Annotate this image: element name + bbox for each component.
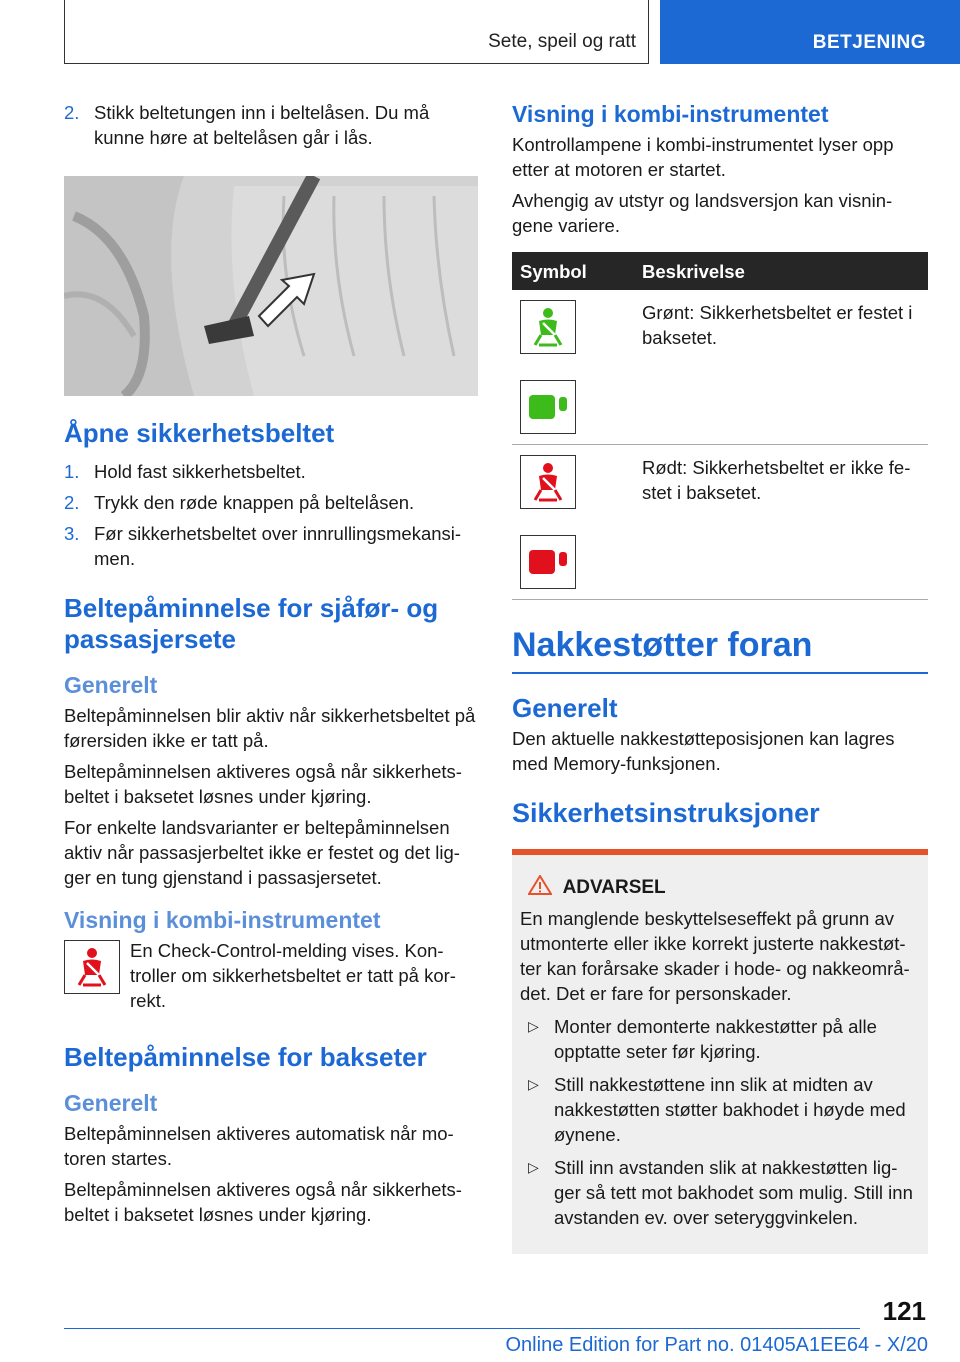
warning-text: En manglende beskyttelseseffekt på grunn av utmonterte eller ikke korrekt justerte nakkestøt‐ter kan forårsake skader i hode- og nakkeområ‐det. Det er fare for personskader.	[520, 908, 910, 1004]
rear-seat-red-icon	[520, 535, 576, 589]
subheading-general: Generelt	[512, 693, 618, 723]
seatbelt-warning-icon	[64, 940, 120, 994]
subheading-display: Visning i kombi-instrumentet	[64, 907, 381, 933]
subheading-general: Generelt	[64, 672, 158, 698]
paragraph: Beltepåminnelsen aktiveres også når sikkerhets‐beltet i baksetet løsnes under kjøring.	[64, 761, 462, 807]
bullet-triangle-icon: ▷	[528, 1076, 539, 1092]
warning-title: ADVARSEL	[562, 877, 666, 898]
section-heading-open-belt: Åpne sikkerhetsbeltet	[64, 418, 335, 448]
section-heading-safety: Sikkerhetsinstruksjoner	[512, 798, 820, 828]
symbol-table	[512, 252, 928, 600]
check-control-text: En Check-Control-melding vises. Kon‐troller om sikkerhetsbeltet er tatt på kor‐rekt.	[130, 940, 456, 1011]
footer-edition: Online Edition for Part no. 01405A1EE64 - X/20	[505, 1334, 928, 1356]
chapter-title: BETJENING	[812, 32, 926, 53]
list-number: 1.	[64, 461, 80, 482]
list-text: Stikk beltetungen inn i beltelåsen. Du må kunne høre at beltelåsen går i lås.	[94, 102, 430, 148]
warning-bullet	[520, 1072, 920, 1147]
paragraph: Beltepåminnelsen aktiveres også når sikkerhets‐beltet i baksetet løsnes under kjøring.	[64, 1179, 462, 1225]
paragraph: Avhengig av utstyr og landsversjon kan visnin‐gene variere.	[512, 190, 893, 236]
table-header-row	[512, 252, 928, 290]
list-item	[64, 521, 476, 571]
table-cell-description: Rødt: Sikkerhetsbeltet er ikke fe‐stet i baksetet.	[634, 445, 928, 600]
paragraph: Kontrollampene i kombi-instrumentet lyser opp etter at motoren er startet.	[512, 134, 894, 180]
warning-bullet	[520, 1014, 920, 1064]
table-header-description: Beskrivelse	[634, 252, 928, 290]
paragraph: Beltepåminnelsen blir aktiv når sikkerhetsbeltet på førersiden ikke er tatt på.	[64, 705, 476, 751]
list-number: 3.	[64, 523, 80, 544]
section-heading-reminder-rear: Beltepåminnelse for bakseter	[64, 1042, 427, 1072]
warning-triangle-icon	[528, 877, 557, 898]
table-row	[512, 445, 928, 600]
warning-box	[512, 849, 928, 1254]
seatbelt-green-icon	[520, 300, 576, 354]
table-header-symbol: Symbol	[512, 252, 634, 290]
right-column	[512, 100, 928, 1254]
warning-title-row	[520, 875, 920, 900]
check-control-row	[64, 938, 476, 1020]
list-item	[64, 459, 476, 484]
chapter-heading-headrests: Nakkestøtter foran	[512, 624, 928, 674]
paragraph: For enkelte landsvarianter er beltepåminnelsen aktiv når passasjerbeltet ikke er festet og det lig‐ger en tung gjenstand i passasjersetet.	[64, 817, 460, 888]
list-text: Trykk den røde knappen på beltelåsen.	[94, 492, 415, 513]
warning-bullet	[520, 1155, 920, 1230]
paragraph: Beltepåminnelsen aktiveres automatisk når mo‐toren startes.	[64, 1123, 454, 1169]
bullet-text: Still inn avstanden slik at nakkestøtten lig‐ger så tett mot bakhodet som mulig. Still inn avstanden ev. over seteryggvinkelen.	[554, 1157, 913, 1228]
section-title: Sete, speil og ratt	[488, 31, 636, 52]
list-text: Før sikkerhetsbeltet over innrullingsmekansi‐men.	[94, 523, 462, 569]
bullet-text: Monter demonterte nakkestøtter på alle opptatte seter før kjøring.	[554, 1016, 877, 1062]
seat-belt-photo	[64, 176, 478, 396]
left-column	[64, 100, 476, 1233]
rear-seat-green-icon	[520, 380, 576, 434]
subheading-general: Generelt	[64, 1090, 158, 1116]
list-text: Hold fast sikkerhetsbeltet.	[94, 461, 306, 482]
list-item	[64, 100, 476, 150]
bullet-text: Still nakkestøttene inn slik at midten av nakkestøtten støtter bakhodet i høyde med øynene.	[554, 1074, 906, 1145]
seatbelt-red-icon	[520, 455, 576, 509]
table-cell-symbols	[512, 445, 634, 600]
footer-divider	[64, 1328, 860, 1329]
bullet-triangle-icon: ▷	[528, 1159, 539, 1175]
paragraph: Den aktuelle nakkestøtteposisjonen kan lagres med Memory-funksjonen.	[512, 728, 895, 774]
list-number: 2.	[64, 102, 80, 123]
page-number: 121	[882, 1296, 926, 1326]
header-chapter-tab[interactable]	[660, 0, 960, 64]
bullet-triangle-icon: ▷	[528, 1018, 539, 1034]
section-heading-reminder-front: Beltepåminnelse for sjåfør- og passasjersete	[64, 593, 439, 654]
list-item	[64, 490, 476, 515]
table-row	[512, 290, 928, 445]
subheading-display: Visning i kombi-instrumentet	[512, 101, 829, 127]
seat-belt-illustration	[64, 176, 478, 396]
list-number: 2.	[64, 492, 80, 513]
table-cell-symbols	[512, 290, 634, 445]
header-section-box	[64, 0, 649, 64]
table-cell-description: Grønt: Sikkerhetsbeltet er festet i baksetet.	[634, 290, 928, 445]
